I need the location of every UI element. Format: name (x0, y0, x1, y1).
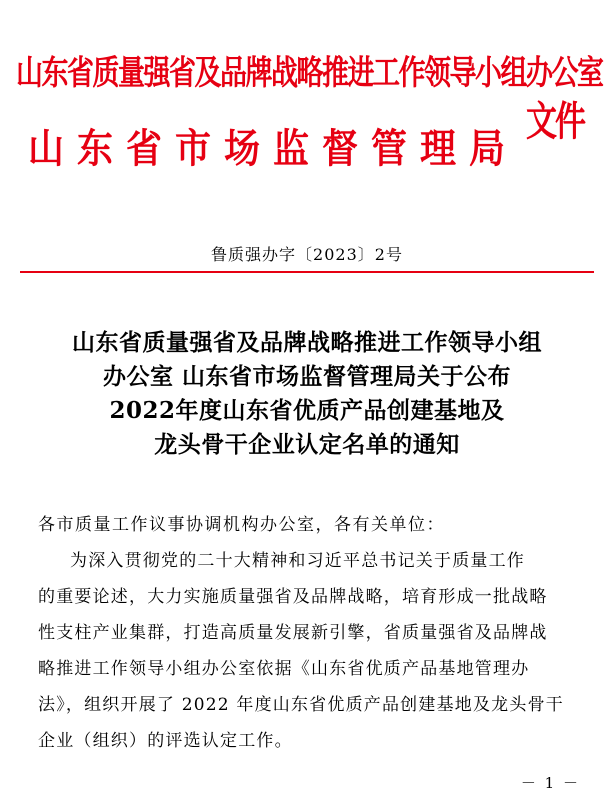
page-number: － 1 － (520, 774, 580, 792)
body-line: 的重要论述，大力实施质量强省及品牌战略，培育形成一批战略 (38, 587, 548, 607)
document-title (0, 326, 614, 462)
issuer-line-1: 山东省质量强省及品牌战略推进工作领导小组办公室 (16, 53, 603, 93)
body-paragraph (0, 543, 614, 759)
document-header (0, 0, 614, 190)
title-line: 2022年度山东省优质产品创建基地及 (109, 397, 505, 424)
body-line: 略推进工作领导小组办公室依据《山东省优质产品基地管理办 (38, 659, 530, 679)
red-separator-line (20, 271, 594, 273)
body-line: 法》，组织开展了 2022 年度山东省优质产品创建基地及龙头骨干 (38, 695, 564, 715)
issuer-line-2: 山东省市场监督管理局 (28, 125, 519, 172)
document-number: 鲁质强办字〔2023〕2号 (211, 245, 403, 264)
salutation: 各市质量工作议事协调机构办公室，各有关单位： (38, 515, 445, 535)
body-line: 企业（组织）的评选认定工作。 (38, 731, 293, 751)
title-line: 龙头骨干企业认定名单的通知 (154, 431, 460, 458)
document-suffix: 文件 (526, 98, 584, 146)
title-line: 山东省质量强省及品牌战略推进工作领导小组 (72, 329, 542, 356)
body-line: 性支柱产业集群，打造高质量发展新引擎，省质量强省及品牌战 (38, 623, 548, 643)
body-line: 为深入贯彻党的二十大精神和习近平总书记关于质量工作 (70, 551, 525, 571)
title-line: 办公室 山东省市场监督管理局关于公布 (102, 363, 511, 390)
